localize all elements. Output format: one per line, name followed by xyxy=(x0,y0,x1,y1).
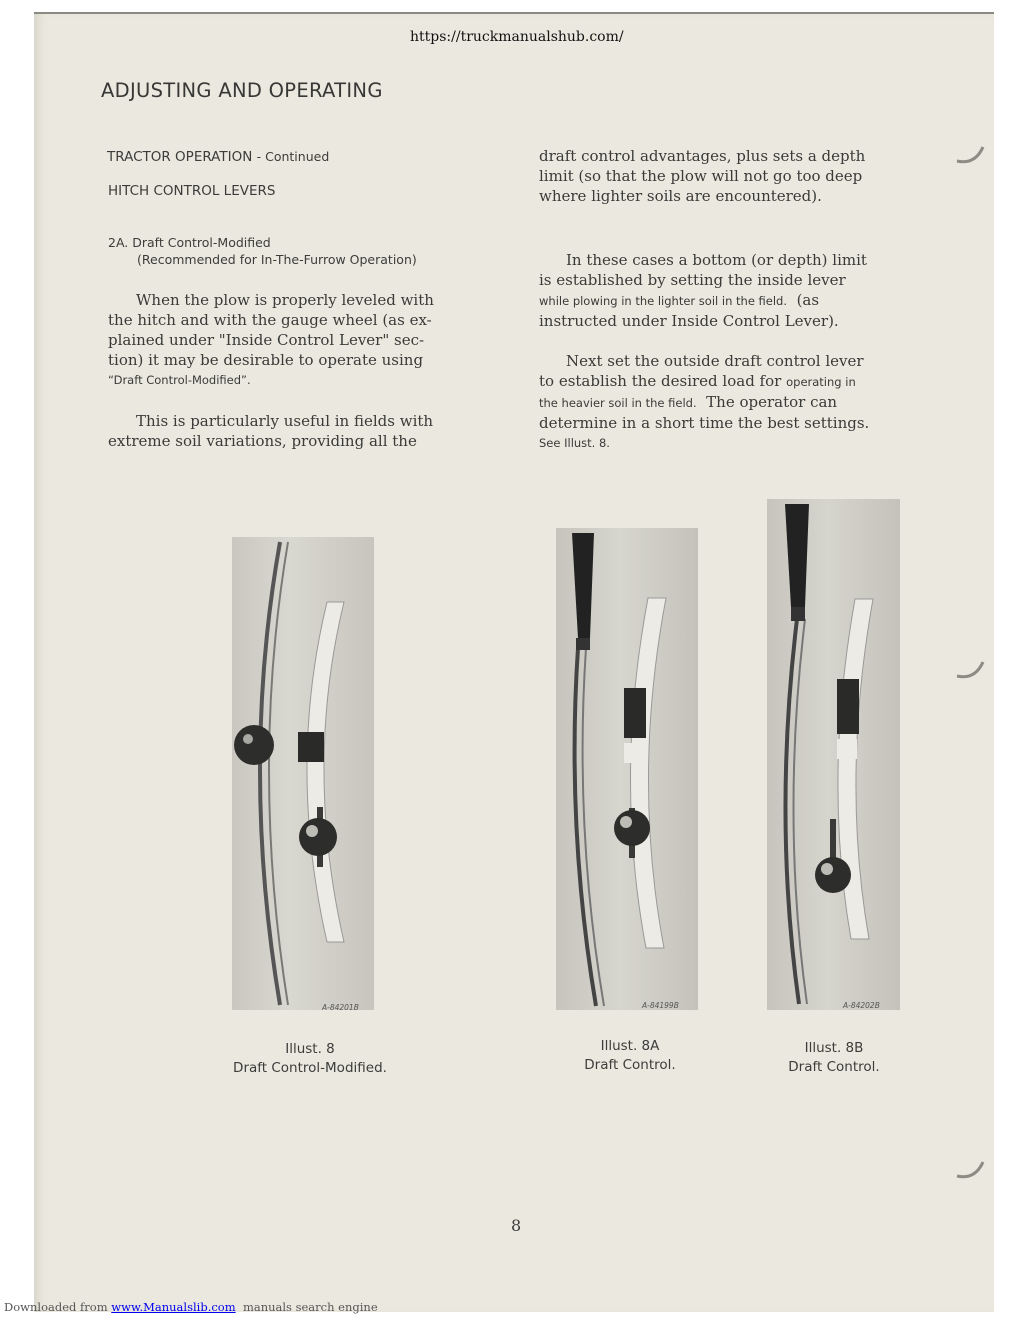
figure-code: A-84202B xyxy=(843,1001,880,1010)
figure-photo-draft-control-modified xyxy=(232,537,374,1010)
figure-caption-8a: Illust. 8A Draft Control. xyxy=(584,1038,676,1073)
item-title: 2A. Draft Control-Modified xyxy=(108,235,271,250)
lever-quadrant-image xyxy=(556,528,698,1010)
figure-code: A-84199B xyxy=(642,1001,679,1010)
manualslib-link[interactable]: www.Manualslib.com xyxy=(111,1300,236,1314)
lever-quadrant-image xyxy=(232,537,374,1010)
page-number: 8 xyxy=(511,1216,522,1235)
punch-hole-shadow xyxy=(955,1158,985,1180)
figure-photo-draft-control-8a xyxy=(556,528,698,1010)
left-paragraph-2: This is particularly useful in fields with extreme soil variations, providing all the xyxy=(108,412,434,450)
punch-hole-shadow xyxy=(955,658,985,680)
download-footer: Downloaded from www.Manualslib.com manuals search engine xyxy=(4,1300,378,1314)
lever-quadrant-image xyxy=(767,499,900,1010)
figure-caption-8b: Illust. 8B Draft Control. xyxy=(788,1040,880,1075)
subsection-title: HITCH CONTROL LEVERS xyxy=(108,183,276,199)
figure-code: A-84201B xyxy=(322,1003,359,1010)
header-url[interactable]: https://truckmanualshub.com/ xyxy=(410,29,624,45)
right-paragraph-2: In these cases a bottom (or depth) limit is established by setting the inside lever while plowing in the lighter soil in the field. (as instructed under Inside Control Lever). xyxy=(539,251,867,330)
left-paragraph-1: When the plow is properly leveled with the hitch and with the gauge wheel (as ex- plained under "Inside Control Lever" sec- tion) it may be desirable to operate using “Draft Control-Modified”. xyxy=(108,291,434,387)
right-paragraph-1: draft control advantages, plus sets a depth limit (so that the plow will not go too deep where lighter soils are encountered). xyxy=(539,147,866,205)
item-subtitle: (Recommended for In-The-Furrow Operation) xyxy=(137,252,417,267)
figure-photo-draft-control-8b xyxy=(767,499,900,1010)
page-title: ADJUSTING AND OPERATING xyxy=(101,79,383,102)
figure-caption-8: Illust. 8 Draft Control-Modified. xyxy=(233,1041,387,1076)
section-title: TRACTOR OPERATION - Continued xyxy=(107,149,330,165)
punch-hole-shadow xyxy=(955,143,985,165)
right-paragraph-3: Next set the outside draft control lever to establish the desired load for operating in the heavier soil in the field. The operator can determine in a short time the best settings. See Illust. 8. xyxy=(539,352,870,450)
